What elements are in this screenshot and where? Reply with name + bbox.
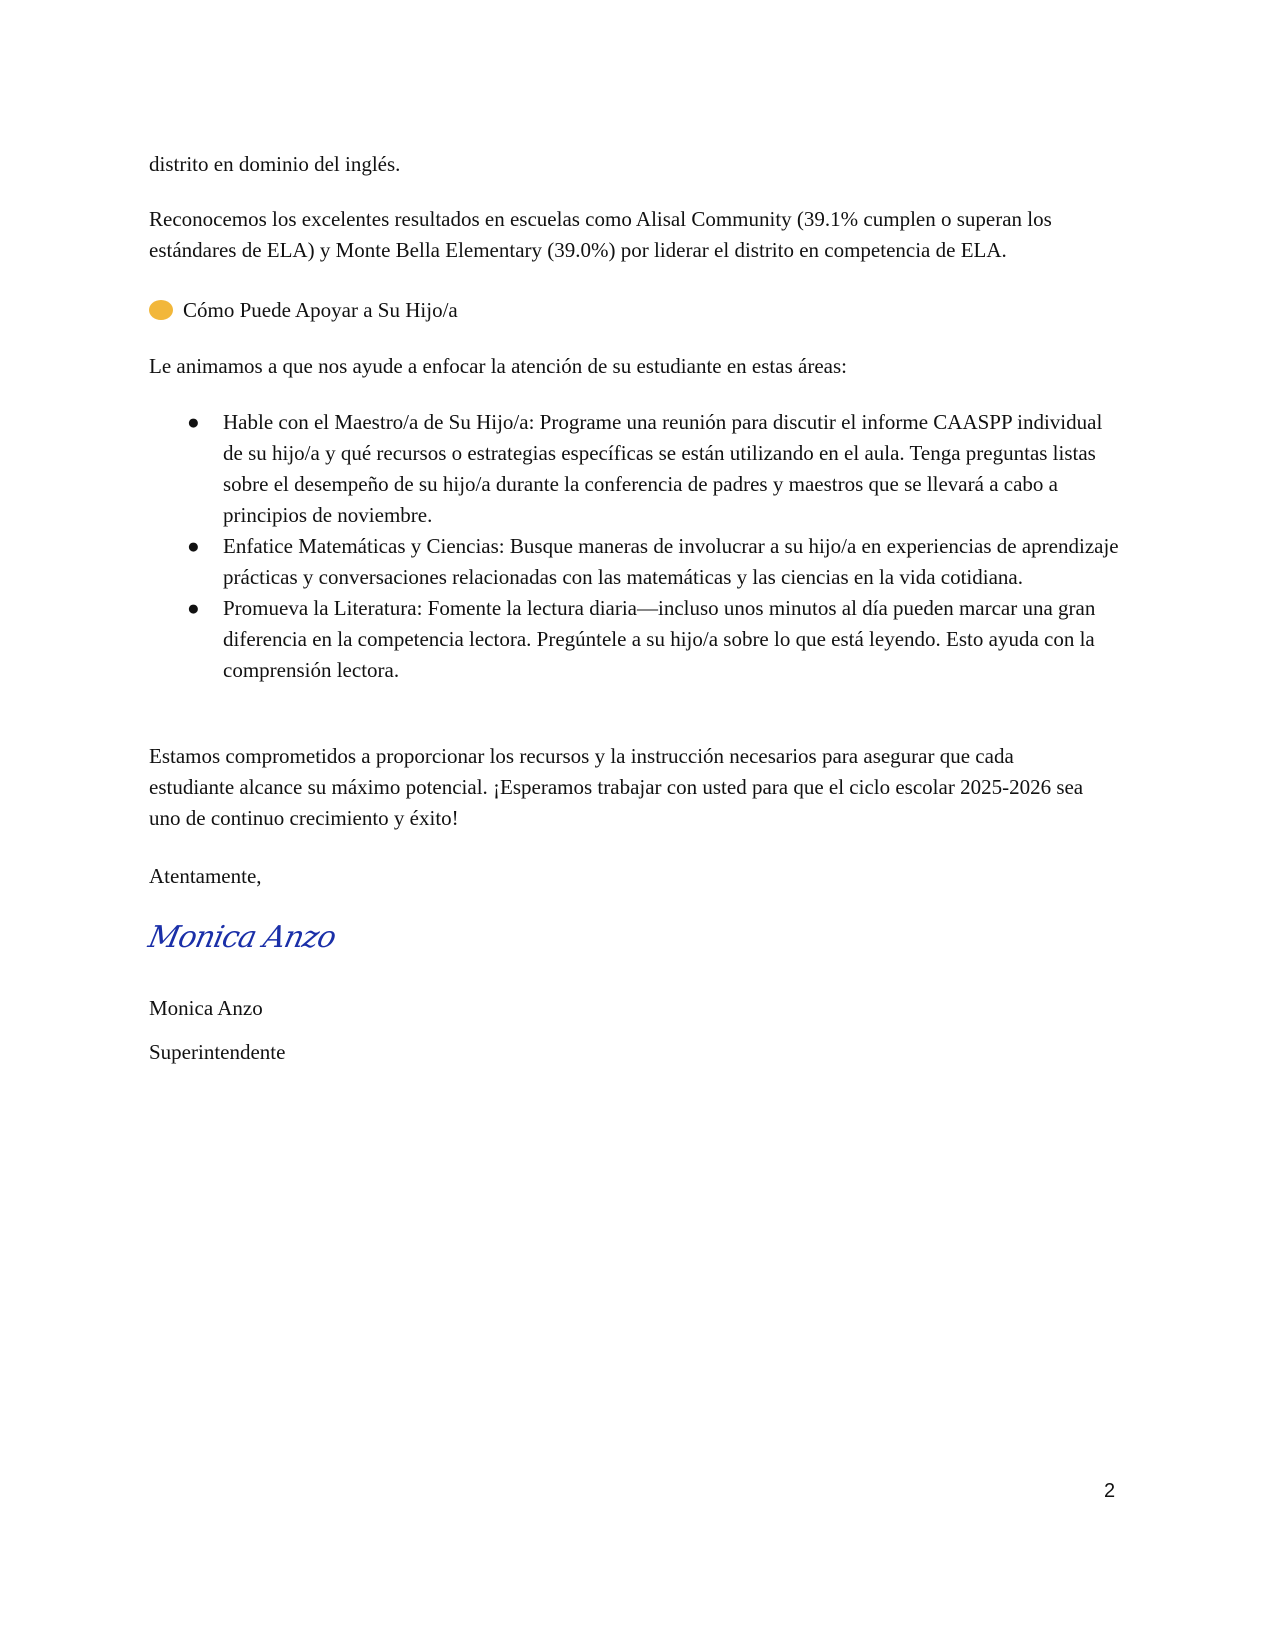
page-number: 2 [1104,1480,1116,1502]
section-heading [149,295,1129,326]
tips-list [149,407,1119,686]
intro-paragraph: Le animamos a que nos ayude a enfocar la atención de su estudiante en estas áreas: [149,354,847,378]
paragraph-recognition: Reconocemos los excelentes resultados en escuelas como Alisal Community (39.1% cumplen o superan los estándares de ELA) y Monte Bella Elementary (39.0%) por liderar el distrito en competencia de ELA. [149,207,1052,262]
signer-name: Monica Anzo [149,996,263,1020]
signer-title: Superintendente [149,1040,286,1064]
list-item: ● Promueva la Literatura: Fomente la lectura diaria—incluso unos minutos al día pueden marcar una gran diferencia en la competencia lectora. Pregúntele a su hijo/a sobre lo que está leyendo. Esto ayuda con la comprensión lectora. [187,596,1096,682]
salutation: Atentamente, [149,864,262,888]
handshake-icon [149,300,173,320]
heading-text: Cómo Puede Apoyar a Su Hijo/a [183,298,458,322]
list-item: ● Enfatice Matemáticas y Ciencias: Busque maneras de involucrar a su hijo/a en experiencias de aprendizaje prácticas y conversaciones relacionadas con las matemáticas y las ciencias en la vida cotidiana. [187,534,1119,589]
list-item: ● Hable con el Maestro/a de Su Hijo/a: Programe una reunión para discutir el informe CAASPP individual de su hijo/a y qué recursos o estrategias específicas se están utilizando en el aula. Tenga preguntas listas sobre el desempeño de su hijo/a durante la conferencia de padres y maestros que se llevará a cabo a principios de noviembre. [187,410,1103,527]
closing-paragraph: Estamos comprometidos a proporcionar los recursos y la instrucción necesarios para asegurar que cada estudiante alcance su máximo potencial. ¡Esperamos trabajar con usted para que el ciclo escolar 2025-2026 sea uno de continuo crecimiento y éxito! [149,744,1084,830]
signature-image: Monica Anzo [145,920,339,955]
paragraph-continuation: distrito en dominio del inglés. [149,152,401,176]
